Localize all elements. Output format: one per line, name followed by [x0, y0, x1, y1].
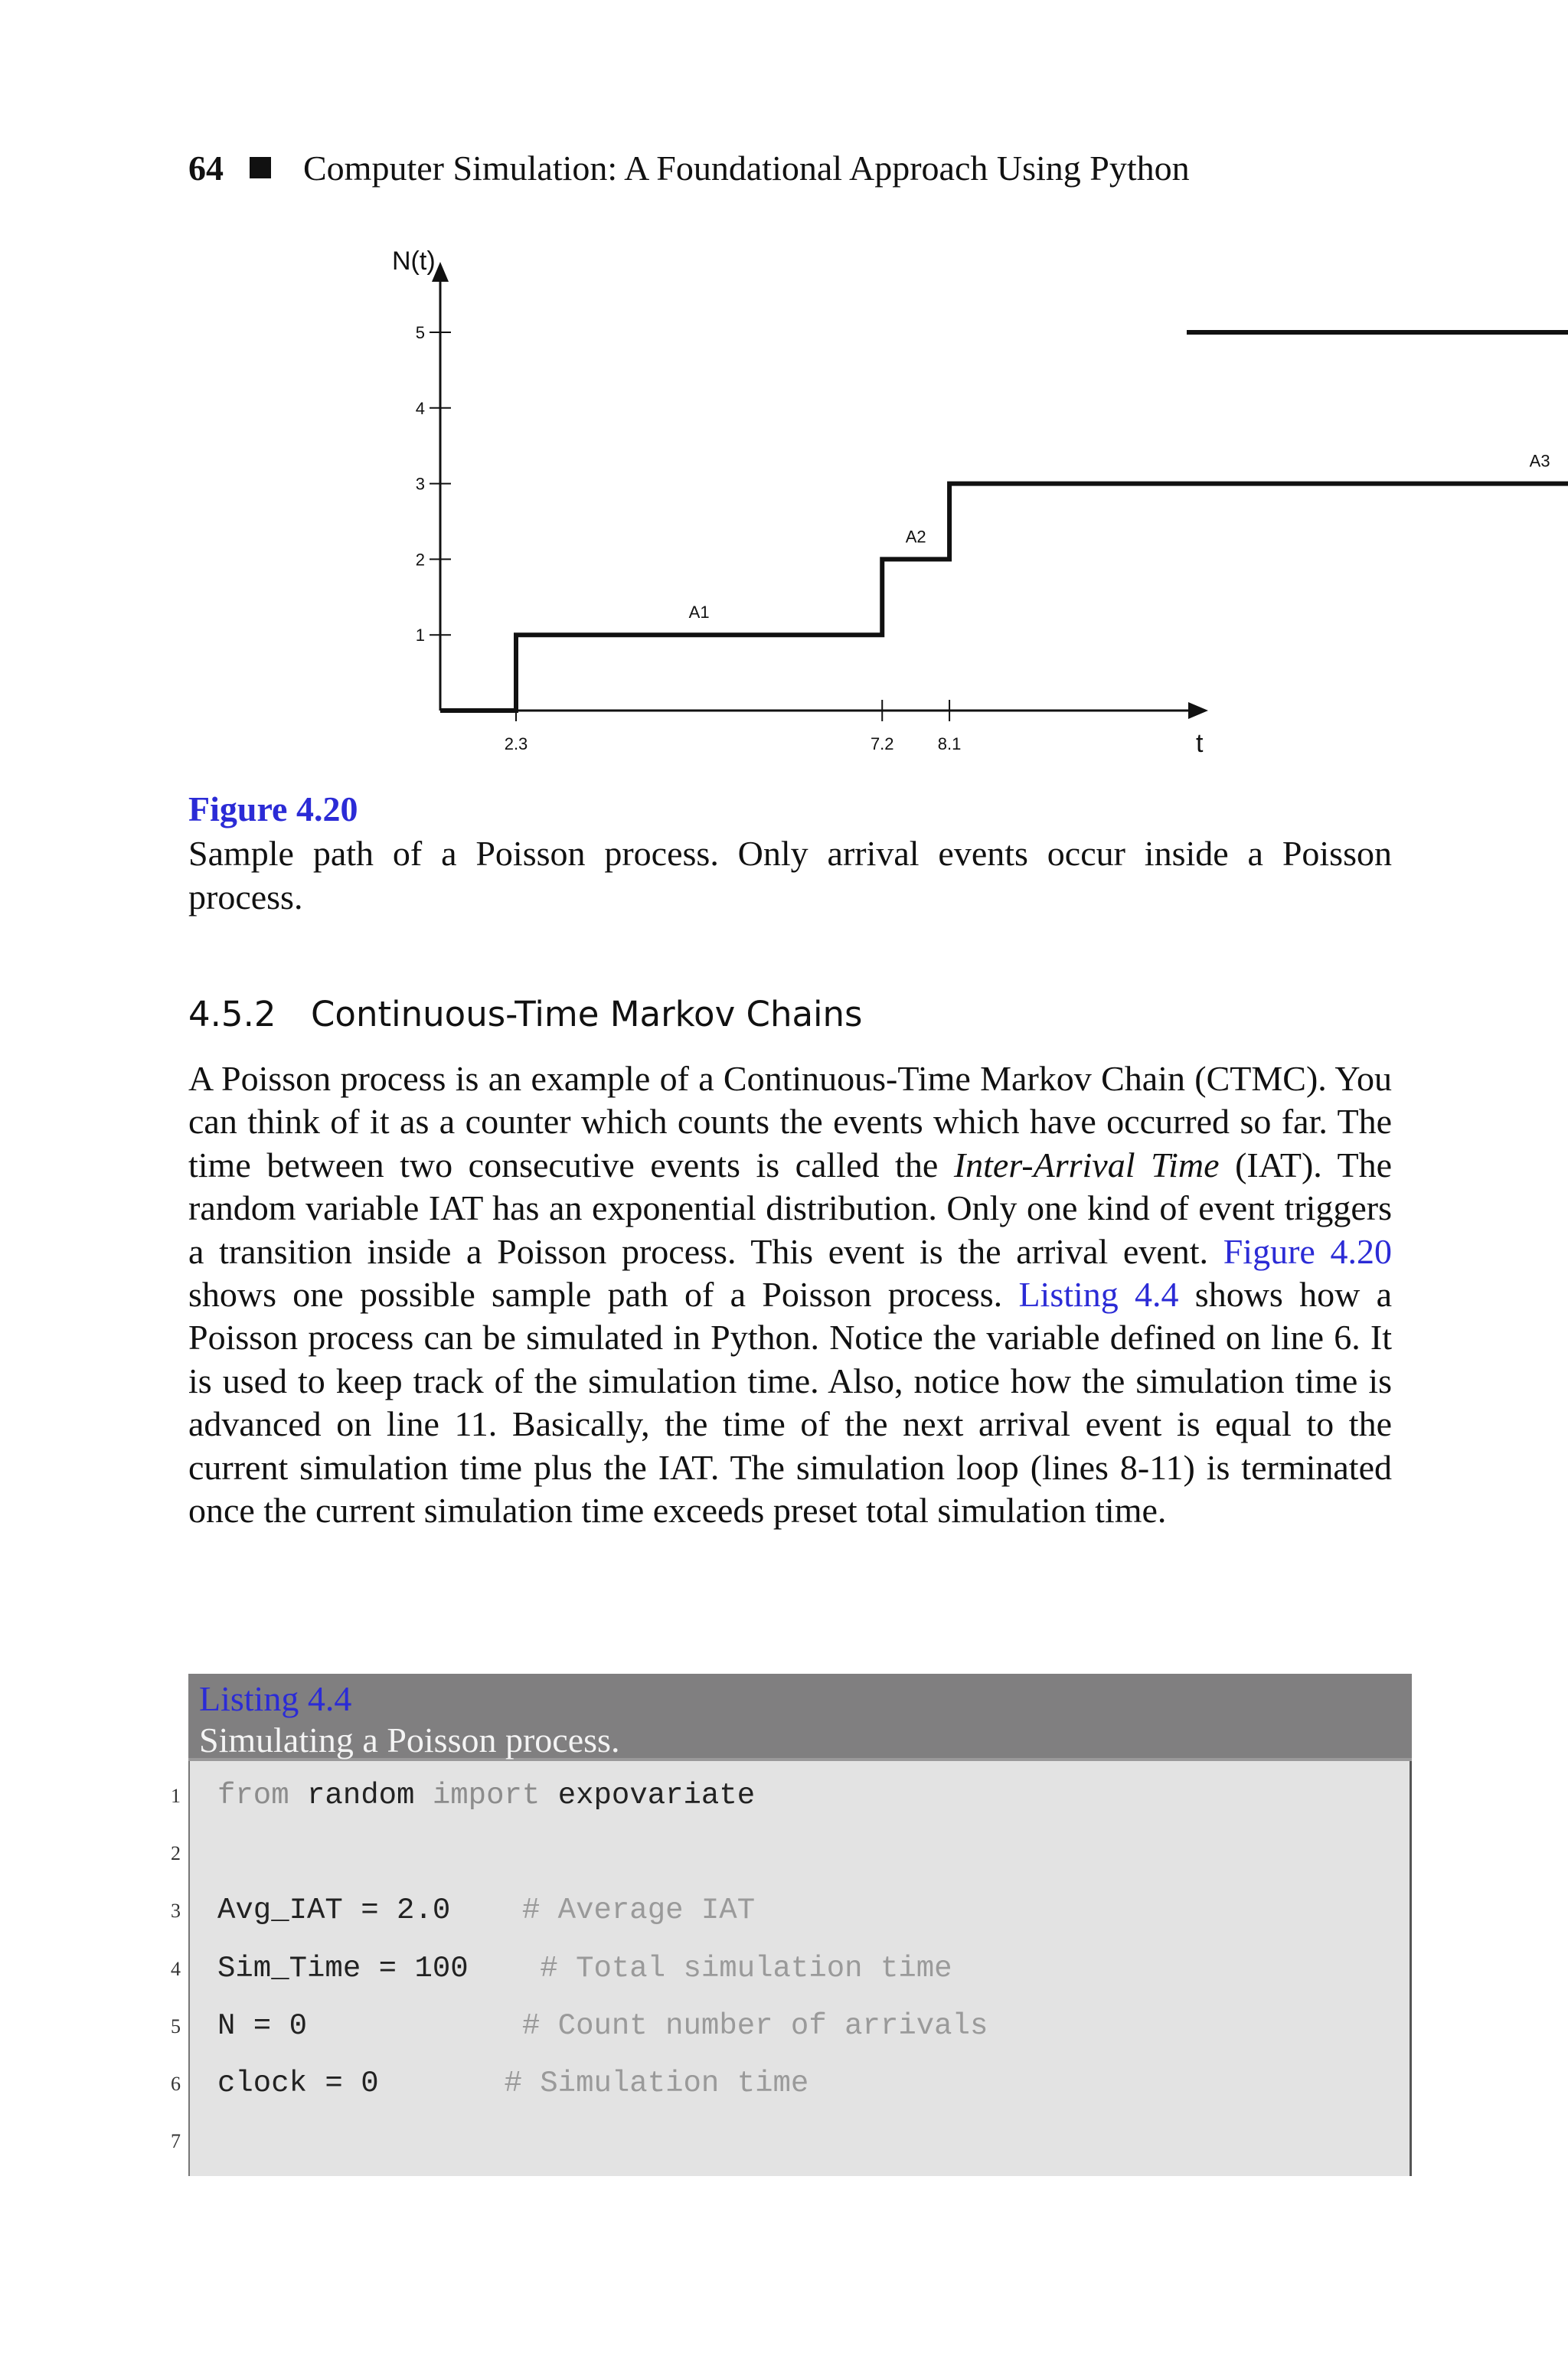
arrival-label: A3	[1529, 451, 1550, 471]
code-comment: # Count number of arrivals	[307, 2008, 988, 2043]
code-identifier: Sim_Time = 100	[217, 1951, 469, 1985]
y-tick-label: 3	[415, 474, 425, 494]
code-text	[217, 2055, 808, 2112]
listing-label: Listing 4.4	[199, 1679, 352, 1718]
code-identifier: Avg_IAT = 2.0	[217, 1894, 451, 1928]
listing-code-body	[171, 1761, 1412, 2176]
section-heading	[188, 988, 1398, 1041]
listing-reference-link[interactable]: Listing 4.4	[1018, 1275, 1179, 1315]
arrival-label: A2	[905, 527, 926, 547]
line-number: 5	[171, 2014, 181, 2037]
code-listing	[171, 1674, 1412, 2176]
code-identifier: random	[289, 1779, 433, 1812]
x-tick-label: 8.1	[937, 734, 962, 753]
code-comment: # Average IAT	[450, 1894, 756, 1928]
line-number: 3	[171, 1900, 181, 1923]
page-number: 64	[188, 149, 224, 188]
code-keyword: import	[432, 1779, 541, 1812]
line-number: 4	[171, 1957, 181, 1980]
x-tick-label: 2.3	[504, 734, 528, 753]
x-axis-arrow-icon	[1188, 702, 1208, 719]
y-axis-label: N(t)	[392, 247, 436, 276]
line-number: 7	[171, 2130, 181, 2153]
code-text	[217, 1998, 988, 2055]
body-text-2: (IAT). The random variable IAT has an exponential distribution. Only one kind of event triggers a transition inside a Poisson process. This event is the arrival event.	[188, 1145, 1393, 1271]
code-identifier: clock = 0	[217, 2067, 379, 2100]
poisson-sample-path-chart	[0, 0, 1568, 781]
y-tick-label: 1	[415, 626, 425, 645]
figure-caption	[188, 787, 1392, 919]
body-paragraph	[188, 1057, 1392, 1532]
code-text	[217, 1767, 755, 1825]
x-tick-label: 7.2	[870, 734, 894, 753]
figure-reference-link[interactable]: Figure 4.20	[1223, 1231, 1392, 1271]
code-comment: # Total simulation time	[468, 1951, 952, 1985]
code-comment: # Simulation time	[378, 2067, 809, 2100]
chart-marks	[440, 300, 1568, 711]
arrival-label: A1	[688, 603, 710, 622]
listing-header	[188, 1674, 1412, 1761]
line-number: 6	[171, 2073, 181, 2095]
code-identifier: N = 0	[217, 2008, 308, 2043]
y-tick-label: 2	[415, 550, 425, 570]
section-number: 4.5.2	[188, 994, 276, 1034]
line-number: 2	[171, 1842, 181, 1865]
figure-label: Figure 4.20	[188, 789, 358, 828]
code-keyword: from	[217, 1779, 289, 1812]
body-text-3: shows one possible sample path of a Poisson process.	[188, 1275, 1019, 1315]
y-tick-label: 5	[415, 323, 425, 342]
chart-axes	[392, 247, 1568, 758]
code-text	[217, 1882, 755, 1939]
iat-term: Inter-Arrival Time	[953, 1145, 1220, 1184]
code-text	[217, 1940, 952, 1998]
section-title: Continuous-Time Markov Chains	[311, 994, 863, 1034]
code-identifier: expovariate	[540, 1779, 756, 1812]
step-series-line	[440, 332, 1568, 711]
figure-caption-text: Sample path of a Poisson process. Only arrival events occur inside a Poisson process.	[188, 834, 1392, 917]
book-title: Computer Simulation: A Foundational Approach Using Python	[303, 149, 1190, 188]
y-tick-label: 4	[415, 398, 425, 418]
body-text-4: shows how a Poisson process can be simulated in Python. Notice the variable defined on line 6. It is used to keep track of the simulation time. Also, notice how the simulation time is advanced on line 11. Basically, the time of the next arrival event is equal to the current simulation time plus the IAT. The simulation loop (lines 8-11) is terminated once the current simulation time exceeds preset total simulation time.	[188, 1275, 1392, 1531]
x-axis-label: t	[1196, 729, 1204, 758]
line-number: 1	[171, 1785, 181, 1807]
body-text-1: A Poisson process is an example of a Continuous-Time Markov Chain (CTMC). You can think of it as a counter which counts the events which have occurred so far. The time between two consecutive events is called the	[188, 1059, 1392, 1184]
listing-caption: Simulating a Poisson process.	[199, 1720, 620, 1760]
